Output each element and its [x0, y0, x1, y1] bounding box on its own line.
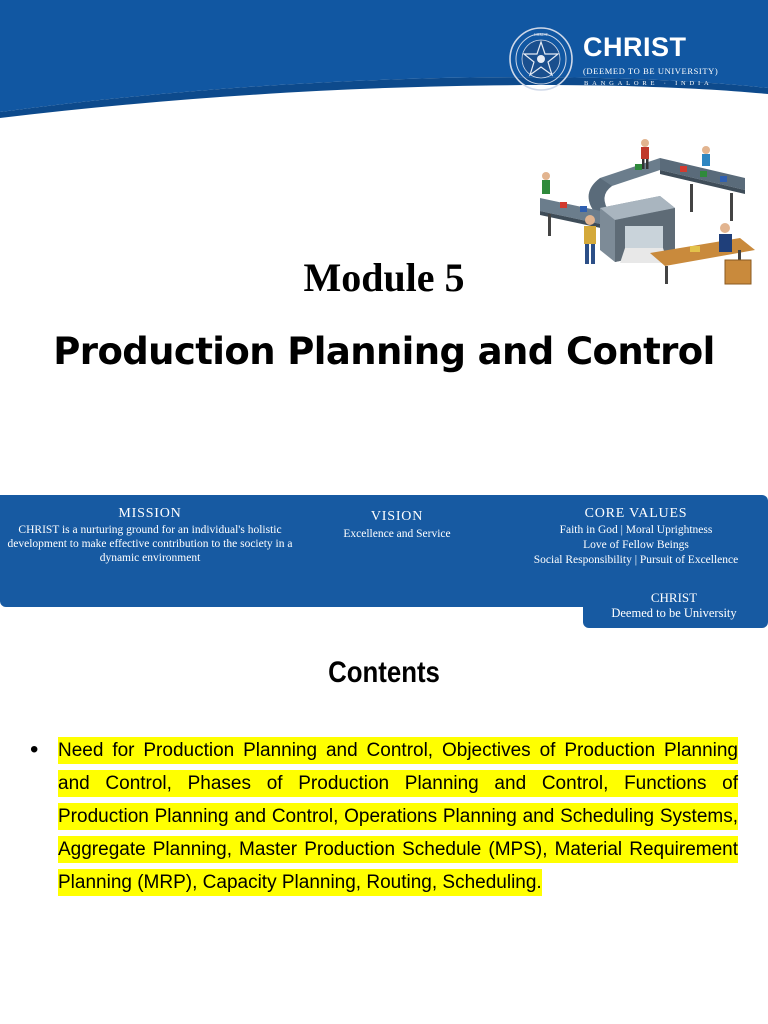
bullet-icon: •: [30, 736, 39, 763]
university-seal-icon: [508, 26, 574, 92]
brand-footer: [590, 590, 758, 621]
brand-location: BANGALORE · INDIA: [584, 80, 713, 87]
vision-section: [322, 509, 472, 541]
core-values-line-1: Faith in God | Moral Uprightness: [559, 524, 713, 536]
brand-subtitle: (DEEMED TO BE UNIVERSITY): [583, 66, 719, 76]
core-values-heading: CORE VALUES: [584, 506, 688, 521]
mission-section: [6, 506, 294, 565]
core-values-line-2: Love of Fellow Beings: [583, 539, 689, 551]
svg-text:CHRIST: CHRIST: [533, 32, 549, 37]
brand-footer-subtitle: Deemed to be University: [611, 606, 737, 620]
vision-heading: VISION: [370, 509, 424, 524]
contents-list-item: [58, 734, 738, 899]
main-title: Production Planning and Control: [53, 330, 715, 373]
contents-text: Need for Production Planning and Control, Objectives of Production Planning and Control, Phases of Production Planning and Control, Functions of Production Planning and Control, Operations Planning and Scheduling Systems, Aggregate Planning, Master Production Schedule (MPS), Material Requirement Planning (MRP), Capacity Planning, Routing, Scheduling.: [58, 737, 738, 896]
vision-text: Excellence and Service: [343, 528, 451, 540]
header-banner: [0, 0, 768, 120]
mission-text: CHRIST is a nurturing ground for an individual's holistic development to make effective contribution to the society in a dynamic environment: [7, 524, 293, 564]
brand-name: CHRIST: [583, 32, 687, 62]
core-values-section: [512, 506, 760, 567]
core-values-line-3: Social Responsibility | Pursuit of Excellence: [533, 554, 739, 566]
university-logo: [508, 26, 748, 98]
brand-footer-name: CHRIST: [650, 590, 698, 605]
mission-heading: MISSION: [118, 506, 182, 521]
module-title: Module 5: [303, 255, 465, 300]
contents-heading: Contents: [328, 656, 440, 689]
